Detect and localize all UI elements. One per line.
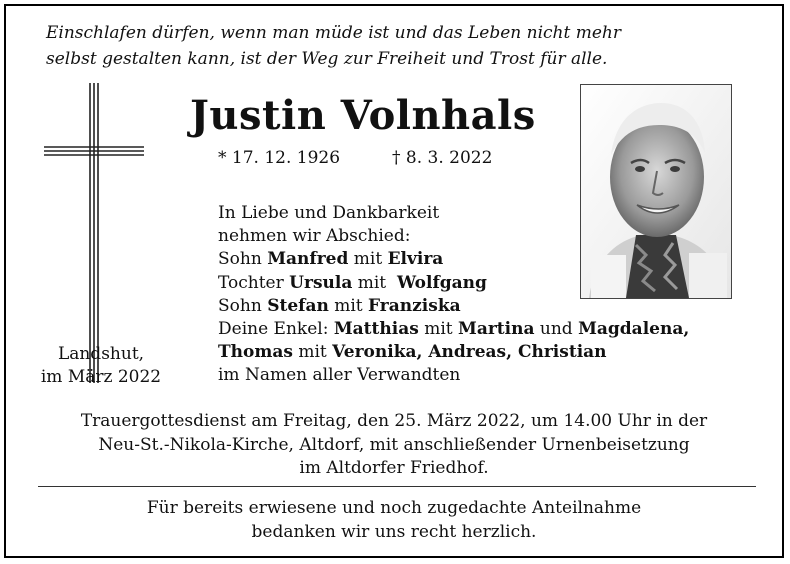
deceased-name: Justin Volnhals xyxy=(190,92,536,139)
mourner-name: Magdalena, xyxy=(578,319,690,340)
portrait-photo xyxy=(580,84,732,299)
funeral-service-info xyxy=(16,410,772,481)
thanks-line: Für bereits erwiesene und noch zugedachte Anteilnahme xyxy=(146,498,642,518)
mourner-name: Wolfgang xyxy=(396,272,487,293)
divider xyxy=(38,486,756,487)
closing-line: im Namen aller Verwandten xyxy=(218,365,461,386)
birth-date: * 17. 12. 1926 xyxy=(218,148,341,168)
relation: Tochter xyxy=(218,272,290,293)
mourner-name: Elvira xyxy=(387,249,444,270)
cross-icon xyxy=(44,83,144,383)
connector: mit xyxy=(352,272,397,293)
service-line: Trauergottesdienst am Freitag, den 25. März 2022, um 14.00 Uhr in der xyxy=(80,411,708,431)
intro-line: In Liebe und Dankbarkeit xyxy=(218,203,440,223)
obituary-notice xyxy=(4,4,784,558)
mourner-name: Thomas xyxy=(218,342,293,363)
service-line: Neu-St.-Nikola-Kirche, Altdorf, mit anschließender Urnenbeisetzung xyxy=(98,434,690,455)
service-line: im Altdorfer Friedhof. xyxy=(299,458,489,478)
relation: Sohn xyxy=(218,249,268,270)
place-date: im März 2022 xyxy=(40,367,162,388)
intro-line: nehmen wir Abschied: xyxy=(218,226,411,247)
connector: und xyxy=(534,319,579,340)
mourner-name: Veronika, Andreas, Christian xyxy=(332,342,607,363)
place-and-date xyxy=(26,343,176,389)
relation: Deine Enkel: xyxy=(218,319,334,340)
mourner-line xyxy=(218,341,689,364)
mourner-name: Stefan xyxy=(267,295,329,316)
mourner-name: Ursula xyxy=(289,272,353,293)
motto-quote xyxy=(46,20,746,72)
mourner-name: Manfred xyxy=(267,249,349,270)
motto-line: Einschlafen dürfen, wenn man müde ist und das Leben nicht mehr xyxy=(46,23,621,43)
mourner-name: Franziska xyxy=(368,295,461,316)
place-city: Landshut, xyxy=(57,344,145,364)
connector: mit xyxy=(292,342,333,363)
mourner-name: Martina xyxy=(458,319,535,340)
death-date: † 8. 3. 2022 xyxy=(392,148,493,168)
connector: mit xyxy=(348,249,388,270)
thanks-line: bedanken wir uns recht herzlich. xyxy=(251,522,537,542)
connector: mit xyxy=(418,319,458,340)
thanks-note xyxy=(16,496,772,544)
connector: mit xyxy=(328,295,369,316)
mourner-name: Matthias xyxy=(333,319,419,340)
mourner-line xyxy=(218,318,689,341)
relation: Sohn xyxy=(218,295,268,316)
motto-line: selbst gestalten kann, ist der Weg zur Freiheit und Trost für alle. xyxy=(46,49,608,69)
